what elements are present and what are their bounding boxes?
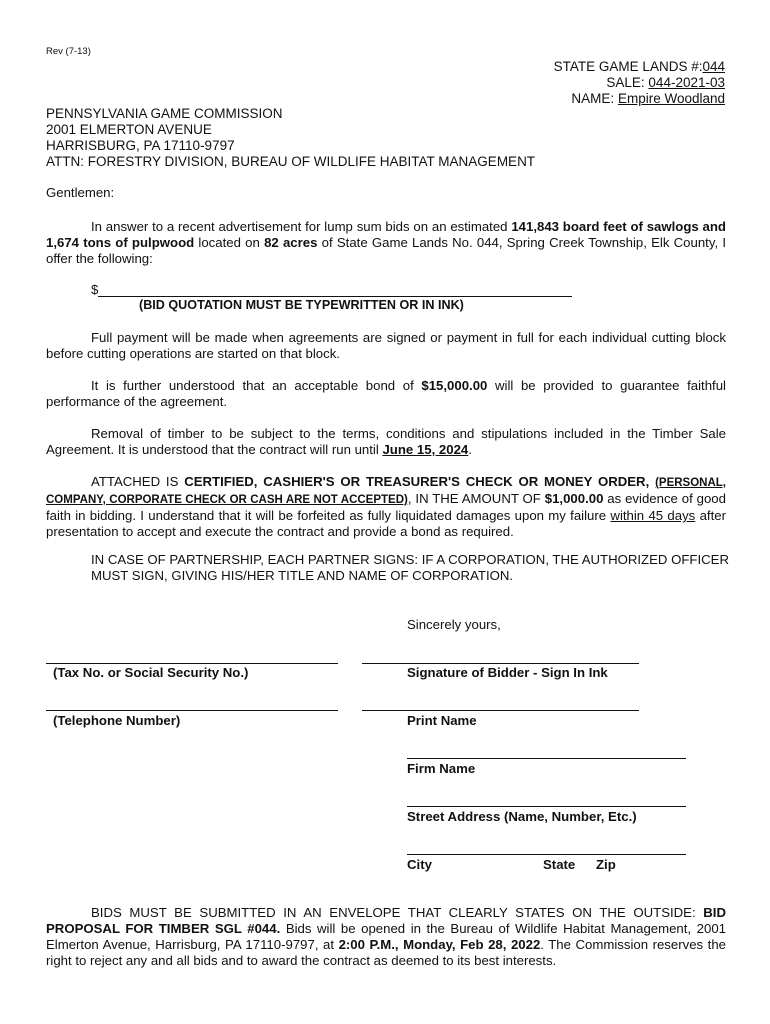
text-bold: CERTIFIED, CASHIER'S OR TREASURER'S CHECK OR MONEY ORDER, [184,474,650,489]
text-bold: (PERSONAL, COMPANY, CORPORATE CHECK OR CASH ARE NOT ACCEPTED) [46,477,726,506]
text: . The Commission reserves the right to reject any and all bids and to award the contract as deemed to its best interests. [46,937,727,968]
bid-quotation-note: (BID QUOTATION MUST BE TYPEWRITTEN OR IN INK) [139,298,464,312]
telephone-field[interactable] [46,710,338,711]
print-name-label: Print Name [407,713,477,728]
text: It is further understood that an acceptable bond of [91,378,422,393]
text: , IN THE AMOUNT OF [407,491,545,506]
text: of State Game Lands No. 044, Spring Creek Township, Elk County, I offer the following: [46,235,727,266]
bond-paragraph [46,378,726,410]
firm-name-label: Firm Name [407,761,476,776]
bid-amount-field[interactable] [98,284,572,297]
text-bold: 141,843 board feet of sawlogs and 1,674 tons of pulpwood [46,219,726,250]
sale-header [554,59,725,107]
text-bold: BID PROPOSAL FOR TIMBER SGL #044. [46,905,726,936]
firm-name-field[interactable] [407,758,686,759]
text: ATTACHED IS [91,474,185,489]
text-bold: $15,000.00 [421,378,488,393]
text: In answer to a recent advertisement for lump sum bids on an estimated [91,219,512,234]
address-line: PENNSYLVANIA GAME COMMISSION [46,106,283,121]
recipient-address [46,106,535,170]
closing: Sincerely yours, [407,617,501,632]
payment-paragraph: Full payment will be made when agreements are signed or payment in full for each individual cutting block before cutting operations are started on that block. [46,330,726,361]
text: within 45 days [610,508,696,523]
city-label: City [407,857,432,872]
bid-amount-line[interactable] [91,282,572,297]
text: will be provided to guarantee faithful performance of the agreement. [46,378,726,409]
text: after presentation to accept and execute the contract and provide a bond as required. [46,508,726,539]
name-label: NAME: [571,91,618,106]
print-name-field[interactable] [362,710,639,711]
zip-label: Zip [596,857,616,872]
removal-paragraph [46,426,726,458]
sale-label: SALE: [606,75,649,90]
signature-field[interactable] [362,663,639,664]
name-value: Empire Woodland [617,91,725,106]
sgl-value: 044 [702,59,725,74]
sgl-label: STATE GAME LANDS #: [553,59,703,74]
text: as evidence of good faith in bidding. I understand that it will be forfeited as fully liquidated damages upon my failure [46,491,726,523]
deposit-paragraph [46,474,726,540]
text: . [468,442,472,457]
signature-label: Signature of Bidder - Sign In Ink [407,665,608,680]
address-line: ATTN: FORESTRY DIVISION, BUREAU OF WILDLIFE HABITAT MANAGEMENT [46,154,536,169]
submission-instructions [46,905,726,969]
partnership-instructions: IN CASE OF PARTNERSHIP, EACH PARTNER SIGNS: IF A CORPORATION, THE AUTHORIZED OFFICER MUST SIGN, GIVING HIS/HER TITLE AND NAME OF CORPORATION. [91,552,729,583]
street-address-field[interactable] [407,806,686,807]
tax-number-label: (Tax No. or Social Security No.) [53,665,249,680]
text-bold: $1,000.00 [544,491,604,506]
state-label: State [543,857,576,872]
telephone-label: (Telephone Number) [53,713,181,728]
tax-number-field[interactable] [46,663,338,664]
text: Bids will be opened in the Bureau of Wildlife Habitat Management, 2001 Elmerton Avenue, Harrisburg, PA 17110-9797, at [46,921,726,952]
text-bold: 2:00 P.M., Monday, Feb 28, 2022 [338,937,541,952]
text: BIDS MUST BE SUBMITTED IN AN ENVELOPE THAT CLEARLY STATES ON THE OUTSIDE: [91,905,704,920]
sale-value: 044-2021-03 [648,75,725,90]
dollar-sign: $ [91,282,99,297]
offer-paragraph [46,219,726,267]
text-bold: 82 acres [264,235,318,250]
city-state-zip-field[interactable] [407,854,686,855]
address-line: HARRISBURG, PA 17110-9797 [46,138,235,153]
street-address-label: Street Address (Name, Number, Etc.) [407,809,637,824]
address-line: 2001 ELMERTON AVENUE [46,122,212,137]
text-bold: June 15, 2024 [382,442,469,457]
salutation: Gentlemen: [46,185,115,200]
text: located on [194,235,265,250]
text: Removal of timber to be subject to the terms, conditions and stipulations included in the Timber Sale Agreement. It is understood that the contract will run until [46,426,726,457]
revision-label: Rev (7-13) [46,46,91,57]
